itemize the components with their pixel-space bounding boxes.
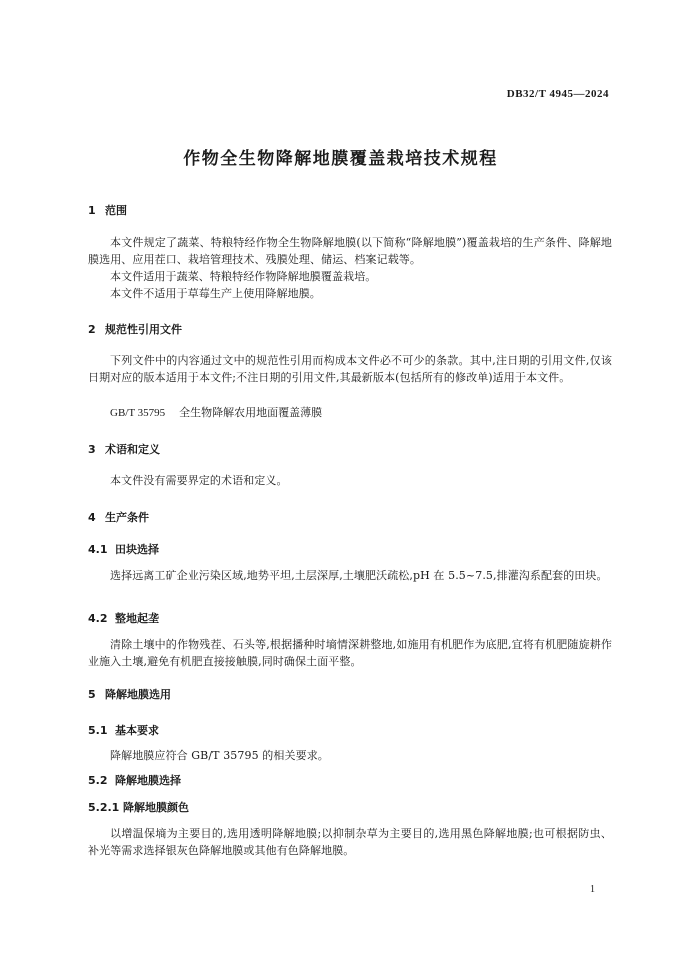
standard-code: DB32/T 4945—2024 — [506, 88, 609, 100]
section-title: 术语和定义 — [105, 443, 160, 456]
section-number: 3 — [88, 443, 96, 456]
section-title: 降解地膜选择 — [115, 774, 181, 787]
section-title: 田块选择 — [115, 543, 159, 556]
section-5-2-1-heading — [88, 799, 189, 815]
section-4-1-heading — [88, 541, 159, 557]
section-4-2-heading — [88, 610, 159, 626]
section-number: 1 — [88, 204, 96, 217]
section-5-1-heading — [88, 722, 159, 738]
section-5-2-heading — [88, 772, 181, 788]
section-number: 4 — [88, 511, 96, 524]
reference-code: GB/T 35795 — [110, 407, 166, 419]
section-5-2-1-paragraph: 以增温保墒为主要目的,选用透明降解地膜;以抑制杂草为主要目的,选用黑色降解地膜;也可根据防虫、补光等需求选择银灰色降解地膜或其他有色降解地膜。 — [88, 827, 612, 857]
section-title: 基本要求 — [115, 724, 159, 737]
section-5-heading — [88, 686, 171, 702]
section-title: 降解地膜颜色 — [123, 801, 189, 814]
section-2-heading — [88, 321, 182, 337]
section-2-paragraph-1: 下列文件中的内容通过文中的规范性引用而构成本文件必不可少的条款。其中,注日期的引用文件,仅该日期对应的版本适用于本文件;不注日期的引用文件,其最新版本(包括所有的修改单)适用于本文件。 — [88, 354, 612, 384]
section-number: 2 — [88, 323, 96, 336]
section-5-1-paragraph: 降解地膜应符合 GB/T 35795 的相关要求。 — [110, 749, 329, 762]
section-number: 5.1 — [88, 724, 108, 737]
normative-reference — [110, 404, 322, 420]
section-1-paragraph-1: 本文件规定了蔬菜、特粮特经作物全生物降解地膜(以下简称“降解地膜”)覆盖栽培的生产条件、降解地膜选用、应用茬口、栽培管理技术、残膜处理、储运、档案记载等。 — [88, 236, 612, 266]
section-title: 规范性引用文件 — [105, 323, 182, 336]
section-number: 5 — [88, 688, 96, 701]
section-title: 降解地膜选用 — [105, 688, 171, 701]
section-3-heading — [88, 441, 160, 457]
section-4-1-paragraph: 选择远离工矿企业污染区域,地势平坦,土层深厚,土壤肥沃疏松,pH 在 5.5~7.5,排灌沟系配套的田块。 — [110, 569, 608, 582]
section-title: 范围 — [105, 204, 127, 217]
section-1-paragraph-3: 本文件不适用于草莓生产上使用降解地膜。 — [110, 287, 321, 300]
section-3-paragraph-1: 本文件没有需要界定的术语和定义。 — [110, 474, 288, 487]
section-title: 整地起垄 — [115, 612, 159, 625]
section-number: 4.1 — [88, 543, 108, 556]
section-number: 4.2 — [88, 612, 108, 625]
section-1-paragraph-2: 本文件适用于蔬菜、特粮特经作物降解地膜覆盖栽培。 — [110, 270, 377, 283]
section-number: 5.2.1 — [88, 801, 120, 814]
section-1-heading — [88, 202, 127, 218]
section-4-heading — [88, 509, 149, 525]
section-number: 5.2 — [88, 774, 108, 787]
reference-title: 全生物降解农用地面覆盖薄膜 — [179, 406, 323, 419]
section-title: 生产条件 — [105, 511, 149, 524]
page-number: 1 — [590, 884, 595, 895]
section-4-2-paragraph: 清除土壤中的作物残茬、石头等,根据播种时墒情深耕整地,如施用有机肥作为底肥,宜将有机肥随旋耕作业施入土壤,避免有机肥直接接触膜,同时确保土面平整。 — [88, 638, 612, 668]
document-title: 作物全生物降解地膜覆盖栽培技术规程 — [183, 149, 498, 169]
